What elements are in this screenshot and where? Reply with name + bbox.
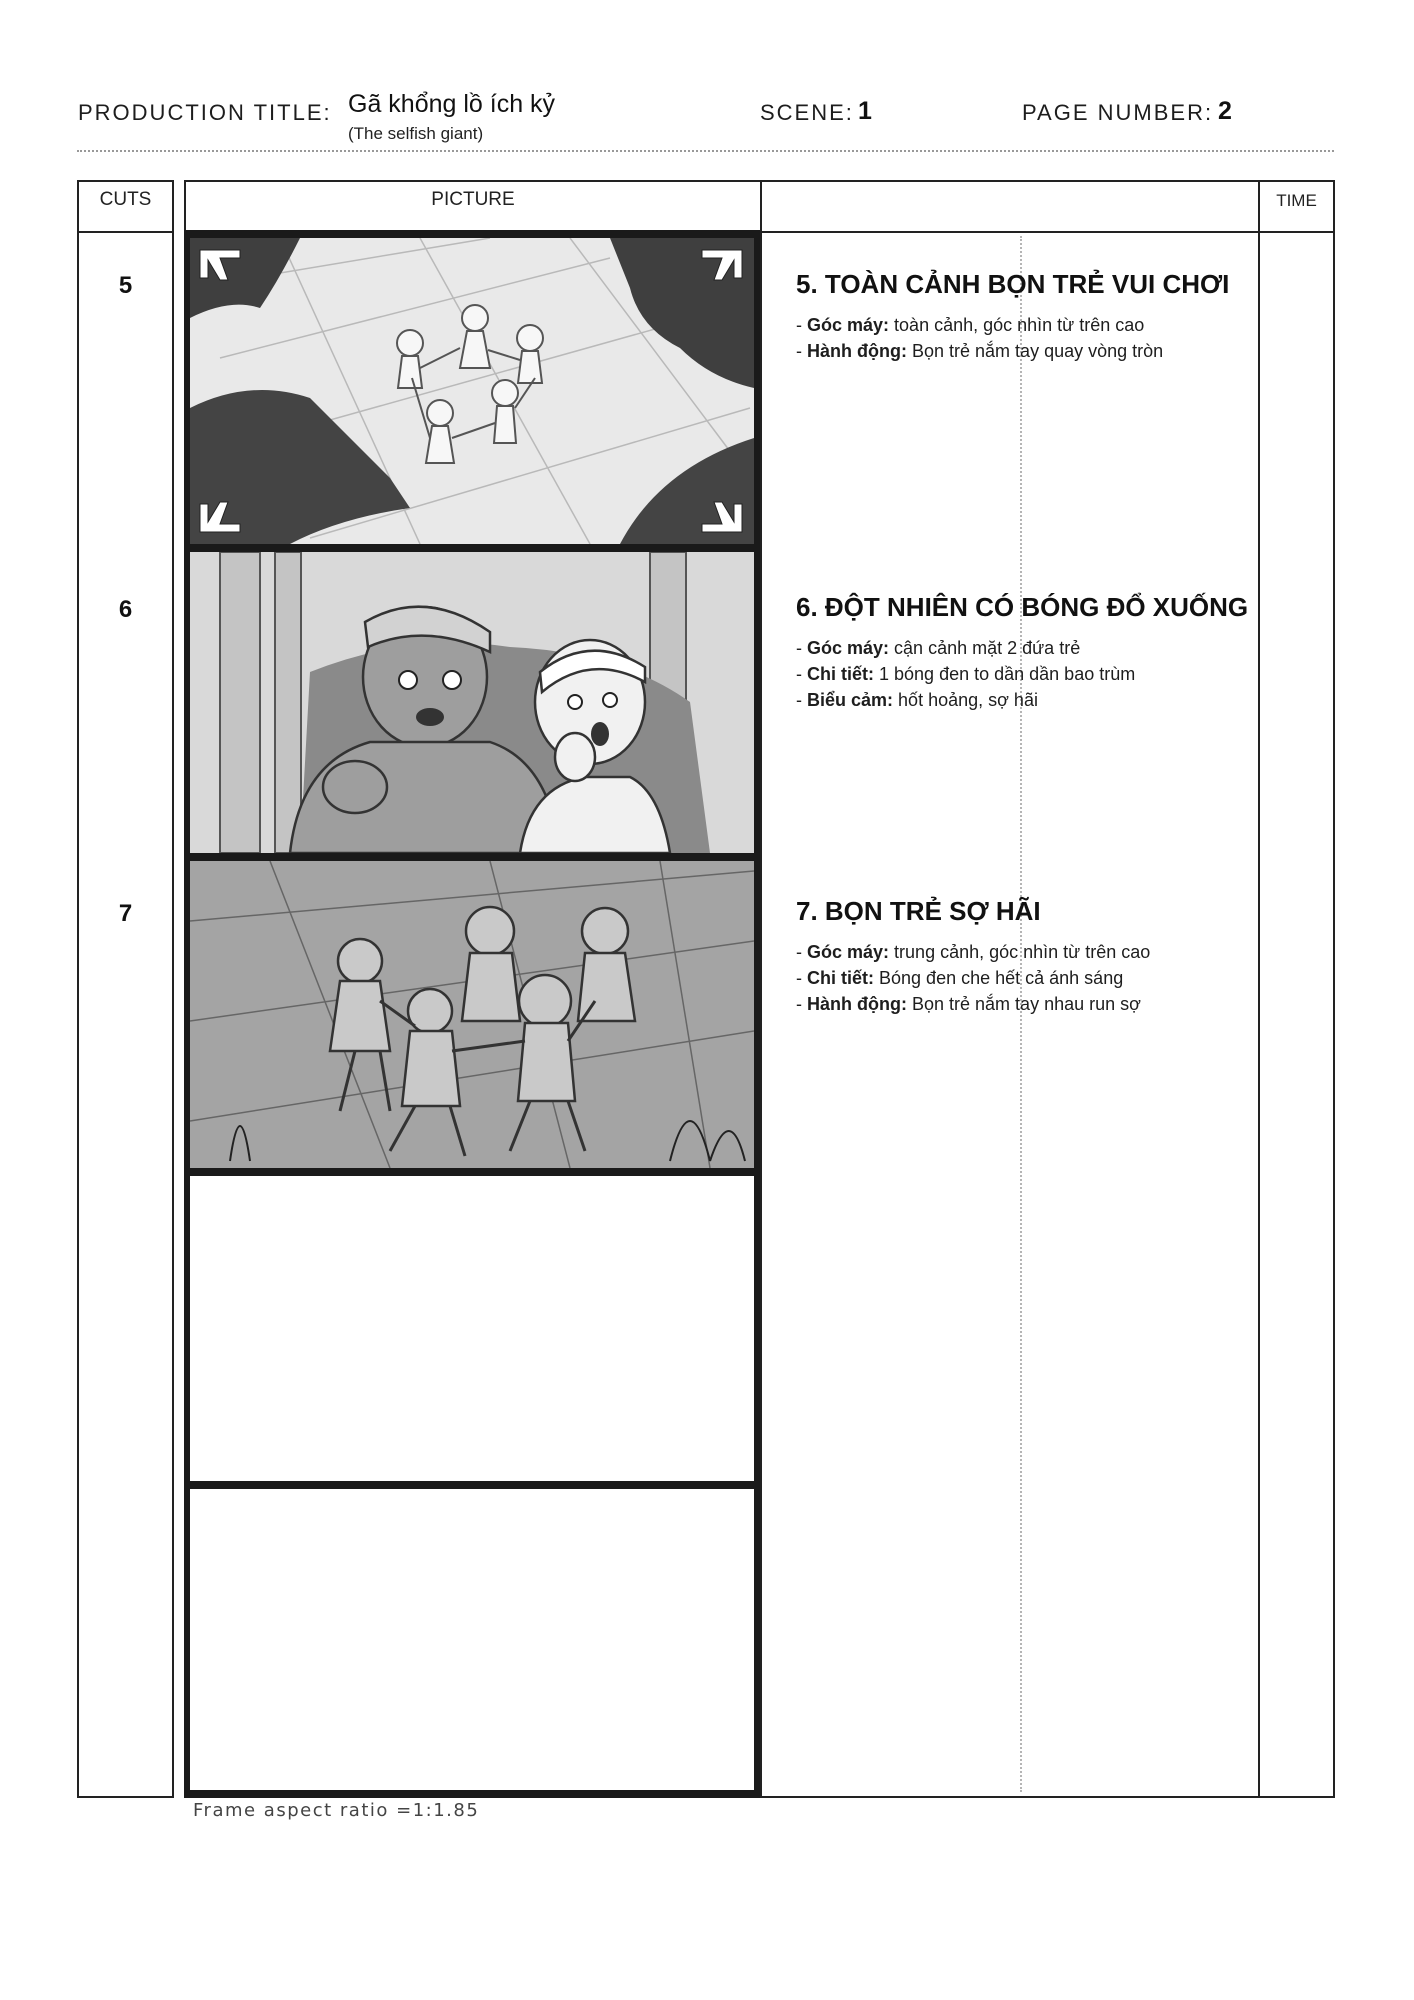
scene-label: SCENE: — [760, 100, 854, 125]
cut-5-description — [796, 266, 1256, 364]
frame-divider — [184, 1168, 760, 1176]
detail-text: trung cảnh, góc nhìn từ trên cao — [894, 942, 1151, 962]
cut-title: 6. ĐỘT NHIÊN CÓ BÓNG ĐỔ XUỐNG — [796, 592, 1249, 622]
cut-detail-line: - Hành động: Bọn trẻ nắm tay nhau run sợ — [796, 994, 1141, 1014]
description-header-cell — [760, 180, 1260, 233]
detail-text: Bóng đen che hết cả ánh sáng — [879, 968, 1124, 988]
time-column-heading: TIME — [1276, 191, 1317, 210]
header-divider — [77, 150, 1334, 152]
frame-6-sketch — [190, 552, 754, 853]
cut-detail-line: - Góc máy: trung cảnh, góc nhìn từ trên cao — [796, 942, 1151, 962]
cut-detail-line: - Góc máy: cận cảnh mặt 2 đứa trẻ — [796, 638, 1081, 658]
frame-5-sketch — [190, 238, 754, 544]
frame-divider — [184, 853, 760, 861]
frame-aspect-ratio-note: Frame aspect ratio =1:1.85 — [193, 1800, 480, 1821]
detail-label: Hành động: — [807, 341, 907, 361]
cut-detail-line: - Biểu cảm: hốt hoảng, sợ hãi — [796, 690, 1038, 710]
storyboard-frame-empty — [190, 1176, 754, 1481]
page-number-label: PAGE NUMBER: — [1022, 100, 1214, 125]
detail-text: Bọn trẻ nắm tay quay vòng tròn — [912, 341, 1164, 361]
time-column — [1258, 231, 1335, 1798]
picture-bottom-border — [184, 1790, 760, 1798]
production-title: Gã khổng lồ ích kỷ — [348, 90, 556, 118]
cut-7-description — [796, 893, 1256, 1017]
cuts-column — [77, 231, 174, 1798]
detail-label: Góc máy: — [807, 638, 890, 658]
detail-text: cận cảnh mặt 2 đứa trẻ — [894, 638, 1081, 658]
scene-number: 1 — [858, 97, 872, 125]
cut-detail-line: - Chi tiết: 1 bóng đen to dần dần bao trùm — [796, 664, 1136, 684]
picture-column-heading: PICTURE — [431, 189, 515, 210]
detail-label: Góc máy: — [807, 942, 890, 962]
cut-number: 7 — [118, 900, 133, 927]
frame-divider — [184, 1481, 760, 1489]
storyboard-frame-empty — [190, 1489, 754, 1790]
storyboard-frame-7 — [190, 861, 754, 1168]
page-number: 2 — [1218, 97, 1232, 125]
cut-detail-line: - Góc máy: toàn cảnh, góc nhìn từ trên cao — [796, 315, 1145, 335]
picture-top-border — [184, 230, 760, 238]
detail-text: toàn cảnh, góc nhìn từ trên cao — [894, 315, 1145, 335]
cut-number: 6 — [118, 596, 133, 623]
cut-6-description — [796, 589, 1256, 713]
detail-text: 1 bóng đen to dần dần bao trùm — [879, 664, 1136, 684]
storyboard-frame-6 — [190, 552, 754, 853]
detail-label: Góc máy: — [807, 315, 890, 335]
cut-number: 5 — [118, 272, 133, 299]
frame-7-sketch — [190, 861, 754, 1168]
cut-title: 5. TOÀN CẢNH BỌN TRẺ VUI CHƠI — [796, 269, 1230, 299]
cut-detail-line: - Hành động: Bọn trẻ nắm tay quay vòng tròn — [796, 341, 1164, 361]
storyboard-frame-5 — [190, 238, 754, 544]
detail-label: Biểu cảm: — [807, 690, 894, 710]
production-subtitle: (The selfish giant) — [348, 124, 484, 143]
frame-divider — [184, 544, 760, 552]
detail-label: Chi tiết: — [807, 664, 874, 684]
detail-text: Bọn trẻ nắm tay nhau run sợ — [912, 994, 1141, 1014]
production-title-label: PRODUCTION TITLE: — [78, 100, 332, 125]
detail-label: Chi tiết: — [807, 968, 874, 988]
cut-detail-line: - Chi tiết: Bóng đen che hết cả ánh sáng — [796, 968, 1124, 988]
cut-title: 7. BỌN TRẺ SỢ HÃI — [796, 896, 1041, 926]
detail-label: Hành động: — [807, 994, 907, 1014]
cuts-column-heading: CUTS — [99, 189, 152, 210]
detail-text: hốt hoảng, sợ hãi — [898, 690, 1038, 710]
